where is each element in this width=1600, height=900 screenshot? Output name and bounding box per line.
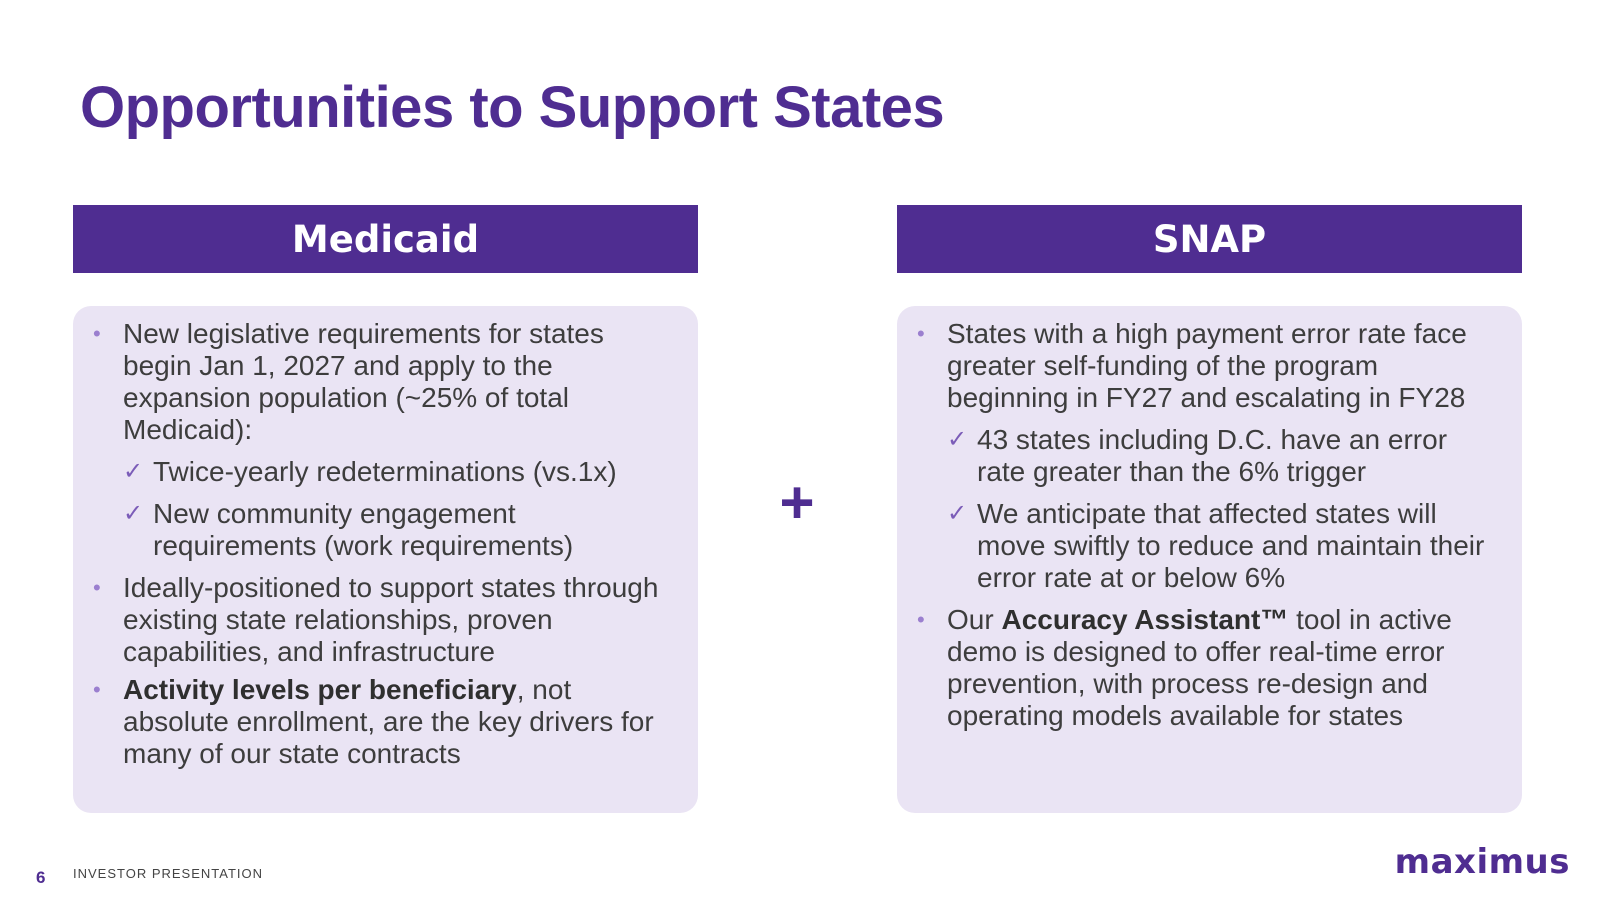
medicaid-check-2-text: New community engagement requirements (work requirements) xyxy=(153,498,574,561)
medicaid-bullet-3-text: , not absolute enrollment, are the key drivers for many of our state contracts xyxy=(123,674,654,769)
checkmark-icon: ✓ xyxy=(947,500,968,527)
medicaid-bullet-3 xyxy=(93,674,668,770)
snap-check-2-text: We anticipate that affected states will move swiftly to reduce and maintain their error rate at or below 6% xyxy=(977,498,1485,593)
snap-check-1 xyxy=(947,424,1492,488)
plus-icon: + xyxy=(779,469,815,536)
bullet-icon: • xyxy=(93,575,101,600)
medicaid-bullet-2-text: Ideally-positioned to support states through existing state relationships, proven capabilities, and infrastructure xyxy=(123,572,659,667)
page-number: 6 xyxy=(36,868,46,887)
snap-header: SNAP xyxy=(897,205,1522,273)
bullet-icon: • xyxy=(917,607,925,632)
bullet-icon: • xyxy=(93,677,101,702)
snap-check-2 xyxy=(947,498,1492,594)
snap-bullet-1-text: States with a high payment error rate face greater self-funding of the program beginning in FY27 and escalating in FY28 xyxy=(947,318,1467,413)
snap-bullet-2-text: tool in active demo is designed to offer real-time error prevention, with process re-design and operating models available for states xyxy=(947,604,1452,731)
medicaid-bullet-2 xyxy=(93,572,668,668)
medicaid-bullet-list xyxy=(93,318,668,770)
snap-bullet-1 xyxy=(917,318,1492,594)
medicaid-card xyxy=(73,306,698,813)
snap-bullet-2-bold: Accuracy Assistant™ xyxy=(1001,604,1289,635)
slide-title: Opportunities to Support States xyxy=(80,75,945,140)
medicaid-check-1-text: Twice-yearly redeterminations (vs.1x) xyxy=(153,456,617,487)
medicaid-bullet-3-bold: Activity levels per beneficiary xyxy=(123,674,517,705)
checkmark-icon: ✓ xyxy=(123,458,144,485)
medicaid-bullet-1-text: New legislative requirements for states begin Jan 1, 2027 and apply to the expansion population (~25% of total Medicaid): xyxy=(123,318,604,445)
bullet-icon: • xyxy=(93,321,101,346)
snap-bullet-list xyxy=(917,318,1492,732)
bullet-icon: • xyxy=(917,321,925,346)
maximus-logo: maximus xyxy=(1394,842,1570,882)
footer-label: INVESTOR PRESENTATION xyxy=(73,866,264,881)
medicaid-bullet-1 xyxy=(93,318,668,562)
snap-card xyxy=(897,306,1522,813)
snap-bullet-2 xyxy=(917,604,1492,732)
snap-bullet-2-pre: Our xyxy=(947,604,1002,635)
medicaid-check-1 xyxy=(123,456,668,488)
medicaid-check-2 xyxy=(123,498,668,562)
medicaid-check-list xyxy=(123,456,668,562)
medicaid-header: Medicaid xyxy=(73,205,698,273)
checkmark-icon: ✓ xyxy=(123,500,144,527)
snap-check-1-text: 43 states including D.C. have an error rate greater than the 6% trigger xyxy=(977,424,1448,487)
snap-check-list xyxy=(947,424,1492,594)
checkmark-icon: ✓ xyxy=(947,426,968,453)
